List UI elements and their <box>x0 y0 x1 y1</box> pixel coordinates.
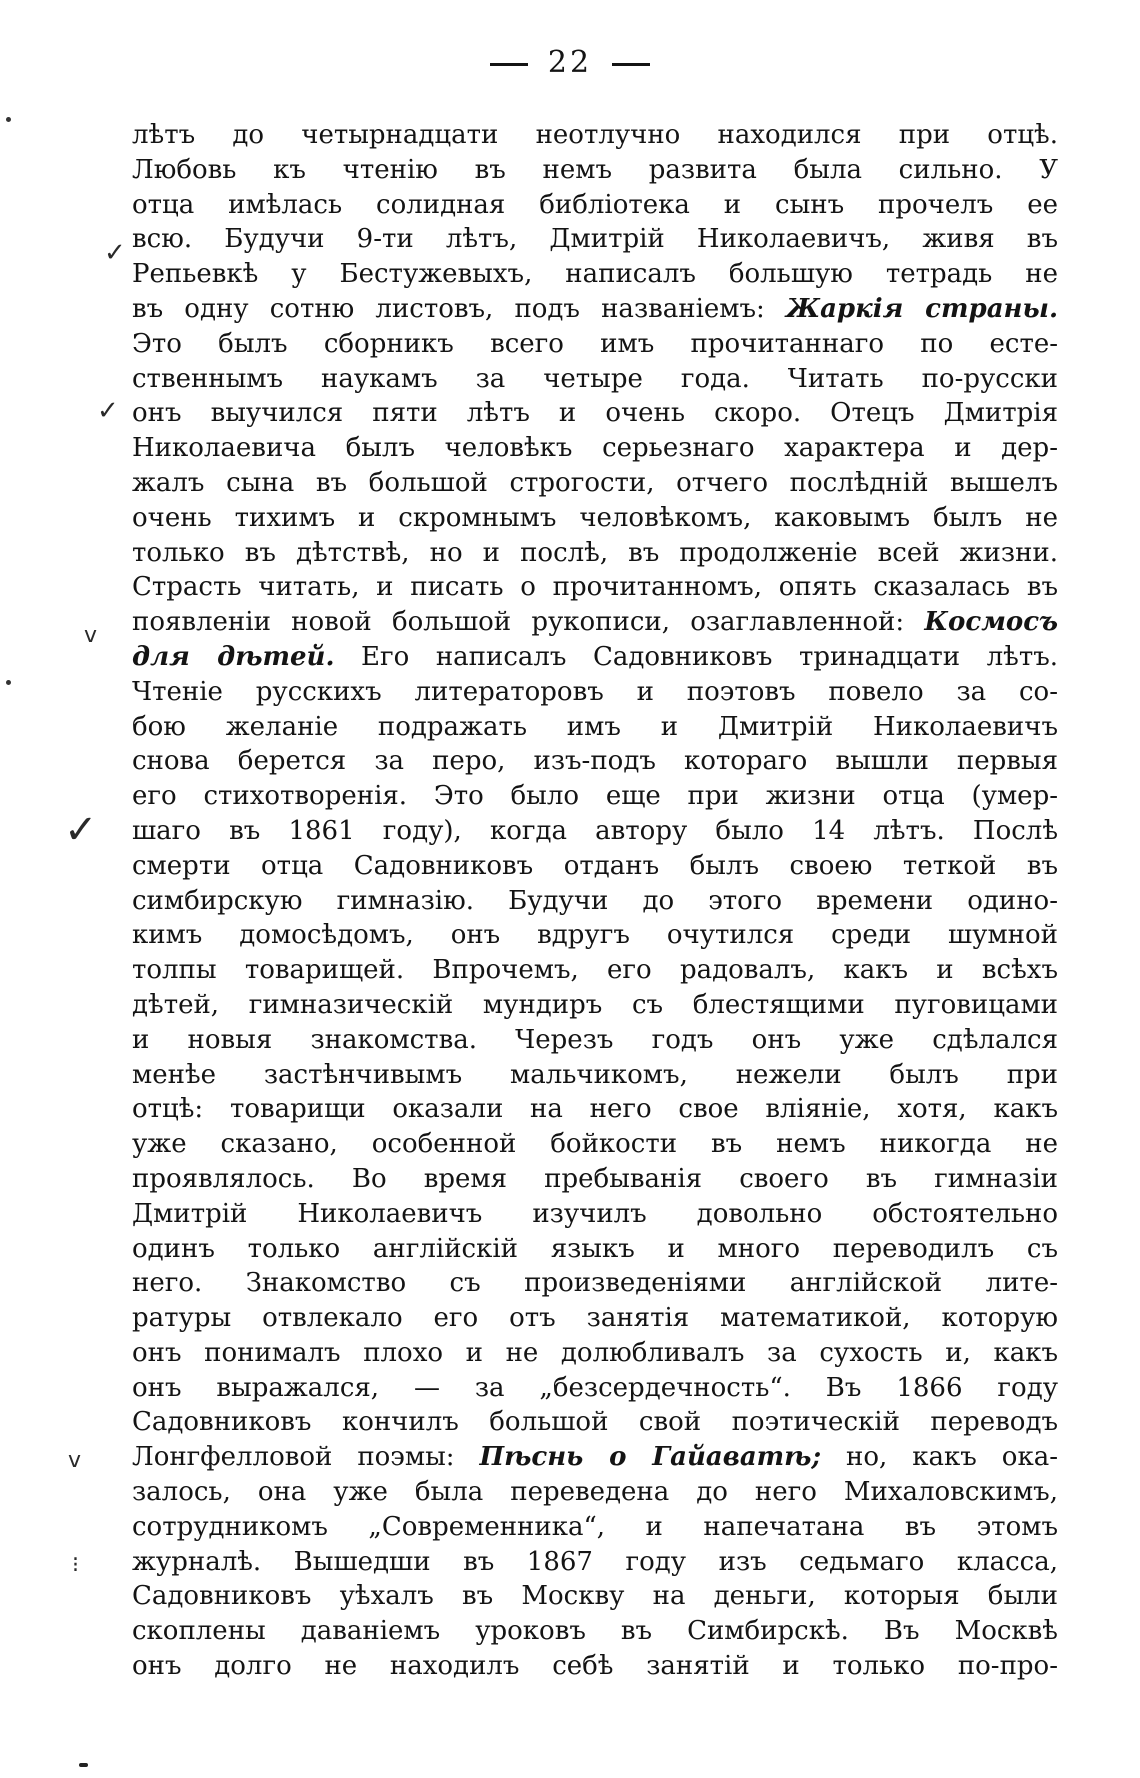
ink-speck <box>79 1763 88 1767</box>
text-line <box>132 501 1058 536</box>
text-segment: бою желаніе подражать имъ и Дмитрій Николаевичъ <box>132 711 1058 742</box>
text-segment: кимъ домосѣдомъ, онъ вдругъ очутился среди шумной <box>132 920 1058 951</box>
text-segment: толпы товарищей. Впрочемъ, его радовалъ, какъ и всѣхъ <box>132 955 1058 986</box>
text-segment: и новыя знакомства. Черезъ годъ онъ уже сдѣлался <box>132 1024 1058 1055</box>
text-line <box>132 988 1058 1023</box>
text-segment: жалъ сына въ большой строгости, отчего послѣдній вышелъ <box>132 467 1058 498</box>
text-segment: ратуры отвлекало его отъ занятія математикой, которую <box>132 1303 1058 1334</box>
text-segment: онъ выражался, — за „безсердечность“. Въ 1866 году <box>132 1372 1058 1403</box>
text-segment: Лонгфелловой поэмы: <box>132 1442 480 1473</box>
text-segment: всю. Будучи 9-ти лѣтъ, Дмитрій Николаевичъ, живя въ <box>132 224 1058 255</box>
text-segment: скоплены даваніемъ уроковъ въ Симбирскѣ. Въ Москвѣ <box>132 1616 1058 1647</box>
text-line <box>132 779 1058 814</box>
header-dash-right <box>612 63 650 66</box>
margin-check-mark: v <box>84 623 98 648</box>
text-line <box>132 153 1058 188</box>
text-segment: отца имѣлась солидная библіотека и сынъ прочелъ ее <box>132 189 1058 220</box>
text-segment: въ одну сотню листовъ, подъ названіемъ: <box>132 293 786 324</box>
text-segment: Его написалъ Садовниковъ тринадцати лѣтъ. <box>334 641 1058 672</box>
text-line <box>132 1092 1058 1127</box>
text-segment: журналѣ. Вышедши въ 1867 году изъ седьмаго класса, <box>132 1546 1058 1577</box>
margin-dots-mark: ⁝ <box>72 1553 79 1578</box>
text-segment: появленіи новой большой рукописи, озаглавленной: <box>132 607 925 638</box>
text-line <box>132 1579 1058 1614</box>
text-line <box>132 675 1058 710</box>
text-segment: Дмитрій Николаевичъ изучилъ довольно обстоятельно <box>132 1198 1058 1229</box>
header-dash-left <box>490 63 528 66</box>
margin-check-mark: v <box>68 1448 82 1473</box>
text-line <box>132 884 1058 919</box>
text-line <box>132 1162 1058 1197</box>
text-line <box>132 1023 1058 1058</box>
text-line <box>132 1266 1058 1301</box>
text-segment: Репьевкѣ у Бестужевыхъ, написалъ большую тетрадь не <box>132 259 1058 290</box>
text-line <box>132 640 1058 675</box>
text-segment: отцѣ: товарищи оказали на него свое вліяніе, хотя, какъ <box>132 1094 1058 1125</box>
text-line <box>132 1649 1058 1684</box>
text-segment: Садовниковъ уѣхалъ въ Москву на деньги, которыя были <box>132 1581 1058 1612</box>
text-segment: только въ дѣтствѣ, но и послѣ, въ продолженіе всей жизни. <box>132 537 1058 568</box>
page-header <box>0 45 1140 80</box>
text-segment: онъ выучился пяти лѣтъ и очень скоро. Отецъ Дмитрія <box>132 398 1058 429</box>
text-line <box>132 953 1058 988</box>
text-segment: симбирскую гимназію. Будучи до этого времени одино- <box>132 885 1058 916</box>
ink-speck <box>6 117 11 122</box>
italic-title: Пѣснь о Гайаватѣ; <box>479 1442 822 1473</box>
text-segment: Садовниковъ кончилъ большой свой поэтическій переводъ <box>132 1407 1058 1438</box>
text-line <box>132 257 1058 292</box>
page-number: 22 <box>547 45 593 80</box>
text-segment: но, какъ ока- <box>821 1442 1058 1473</box>
text-segment: залось, она уже была переведена до него Михаловскимъ, <box>132 1477 1058 1508</box>
italic-title: Космосъ <box>924 607 1058 638</box>
ink-speck <box>6 680 11 685</box>
text-line <box>132 1475 1058 1510</box>
text-line <box>132 431 1058 466</box>
text-line <box>132 1614 1058 1649</box>
margin-check-mark: ✓ <box>64 807 98 853</box>
text-line <box>132 1405 1058 1440</box>
text-line <box>132 1058 1058 1093</box>
text-line <box>132 918 1058 953</box>
margin-check-mark: ✓ <box>104 238 126 268</box>
text-segment: уже сказано, особенной бойкости въ немъ никогда не <box>132 1129 1058 1160</box>
text-segment: снова берется за перо, изъ-подъ котораго вышли первыя <box>132 746 1058 777</box>
text-segment: онъ понималъ плохо и не долюбливалъ за сухость и, какъ <box>132 1337 1058 1368</box>
text-segment: Страсть читать, и писать о прочитанномъ, опять сказалась въ <box>132 572 1058 603</box>
text-segment: онъ долго не находилъ себѣ занятій и только по-про- <box>132 1651 1058 1682</box>
text-segment: дѣтей, гимназическій мундиръ съ блестящими пуговицами <box>132 989 1058 1020</box>
text-line <box>132 362 1058 397</box>
text-line <box>132 849 1058 884</box>
text-segment: смерти отца Садовниковъ отданъ былъ своею теткой въ <box>132 850 1058 881</box>
text-segment: проявлялось. Во время пребыванія своего въ гимназіи <box>132 1163 1058 1194</box>
text-line <box>132 1371 1058 1406</box>
text-line <box>132 744 1058 779</box>
text-segment: лѣтъ до четырнадцати неотлучно находился при отцѣ. <box>132 120 1058 150</box>
text-line <box>132 605 1058 640</box>
text-segment: его стихотворенія. Это было еще при жизни отца (умер- <box>132 781 1058 812</box>
text-segment: Николаевича былъ человѣкъ серьезнаго характера и дер- <box>132 433 1058 464</box>
text-segment: Любовь къ чтенію въ немъ развита была сильно. У <box>132 154 1058 185</box>
text-line <box>132 536 1058 571</box>
text-segment: шаго въ 1861 году), когда автору было 14 лѣтъ. Послѣ <box>132 815 1058 846</box>
text-segment: Это былъ сборникъ всего имъ прочитаннаго по есте- <box>132 328 1058 359</box>
text-line <box>132 466 1058 501</box>
text-line <box>132 1440 1058 1475</box>
text-line <box>132 1197 1058 1232</box>
text-segment: менѣе застѣнчивымъ мальчикомъ, нежели былъ при <box>132 1059 1058 1090</box>
text-line <box>132 222 1058 257</box>
body-text <box>132 118 1058 1684</box>
text-line <box>132 188 1058 223</box>
text-line <box>132 396 1058 431</box>
text-segment: ственнымъ наукамъ за четыре года. Читать по-русски <box>132 363 1058 394</box>
text-line <box>132 1301 1058 1336</box>
text-line <box>132 1232 1058 1267</box>
text-line <box>132 570 1058 605</box>
italic-title: Жаркія страны. <box>785 293 1058 324</box>
text-segment: одинъ только англійскій языкъ и много переводилъ съ <box>132 1233 1058 1264</box>
text-line <box>132 1510 1058 1545</box>
margin-check-mark: ✓ <box>97 396 119 426</box>
text-line <box>132 814 1058 849</box>
text-line <box>132 1545 1058 1580</box>
text-line <box>132 118 1058 153</box>
italic-title: для дѣтей. <box>132 641 335 672</box>
text-segment: Чтеніе русскихъ литераторовъ и поэтовъ повело за со- <box>132 676 1058 707</box>
text-segment: него. Знакомство съ произведеніями англійской лите- <box>132 1268 1058 1299</box>
text-line <box>132 327 1058 362</box>
text-line <box>132 1336 1058 1371</box>
text-segment: очень тихимъ и скромнымъ человѣкомъ, каковымъ былъ не <box>132 502 1058 533</box>
text-line <box>132 1127 1058 1162</box>
text-segment: сотрудникомъ „Современника“, и напечатана въ этомъ <box>132 1511 1058 1542</box>
text-line <box>132 292 1058 327</box>
text-line <box>132 710 1058 745</box>
